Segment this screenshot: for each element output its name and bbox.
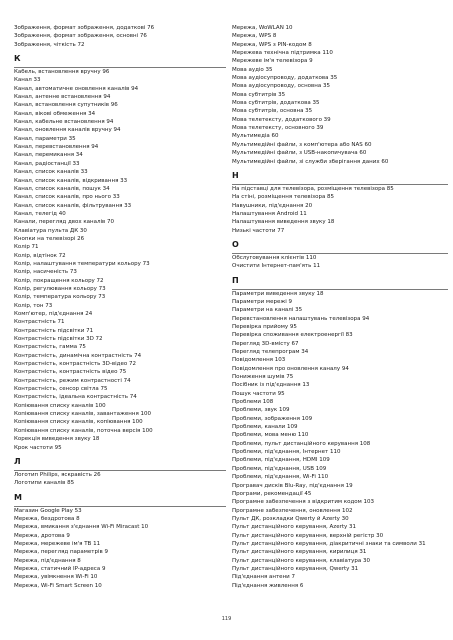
- index-entry: Перегляд 3D-вмісту 67: [232, 340, 299, 347]
- index-entry: Під'єднання живлення 6: [232, 582, 304, 589]
- index-entry: Програмне забезпечення, оновлення 102: [232, 507, 353, 514]
- index-entry: Копіювання списку каналів, копіювання 100: [14, 419, 143, 426]
- index-entry: Навушники, під'єднання 20: [232, 202, 313, 209]
- index-entry: Пошук частоти 95: [232, 390, 285, 397]
- index-entry: Контрастність, режим контрастності 74: [14, 377, 131, 384]
- index-entry: Програмне забезпечення з відкритим кодом 103: [232, 499, 375, 506]
- index-section-header: [14, 54, 226, 68]
- index-entry: Мова субтитрів, основна 35: [232, 108, 313, 115]
- index-section-header: [14, 493, 226, 507]
- index-entry: Мережа, мережеве ім'я ТВ 11: [14, 540, 101, 547]
- index-entry: Пульт дистанційного керування, верхній регістр 30: [232, 532, 384, 539]
- index-letter-heading: Л: [14, 456, 21, 466]
- index-entry: Мережа, Wi-Fi Smart Screen 10: [14, 582, 102, 589]
- index-entry: Колір, насиченість 73: [14, 269, 77, 276]
- index-entry: Перевстановлення налаштувань телевізора 94: [232, 315, 370, 322]
- index-entry: Проблеми, канали 109: [232, 424, 298, 431]
- index-entry: Комп'ютер, під'єднання 24: [14, 311, 93, 317]
- index-entry: Пульт ДК, розкладки Qwerty й Azerty 30: [232, 515, 349, 522]
- index-entry: Мережева технічна підтримка 110: [232, 50, 333, 57]
- index-entry: Програвач дисків Blu-Ray, під'єднання 19: [232, 482, 353, 489]
- index-entry: Мова аудіо 35: [232, 66, 273, 73]
- index-section-header: [14, 457, 226, 471]
- index-entry: Мова телетексту, основного 39: [232, 125, 324, 132]
- index-entry: Мережа, перегляд параметрів 9: [14, 549, 109, 556]
- index-entry: Контрастність, ідеальна контрастність 74: [14, 394, 137, 401]
- index-column-right: [232, 24, 448, 590]
- index-entry: Проблеми 108: [232, 399, 274, 406]
- index-entry: Магазин Google Play 53: [14, 507, 82, 514]
- index-entry: Мова аудіосупроводу, додаткова 35: [232, 75, 338, 82]
- index-entry: Контрастність, гамма 75: [14, 344, 86, 351]
- index-entry: Канал 33: [14, 77, 41, 84]
- index-entry: Копіювання списку каналів 100: [14, 402, 106, 409]
- index-entry: Мова субтитрів, додаткова 35: [232, 100, 320, 107]
- index-entry: На підставці для телевізора, розміщення телевізора 85: [232, 185, 394, 192]
- index-entry: Мережа, статичний IP-адреса 9: [14, 565, 106, 572]
- index-entry: Мультимедіа 60: [232, 133, 279, 140]
- index-entry: Канали, перегляд двох каналів 70: [14, 219, 115, 226]
- index-entry: Параметри на каналі 35: [232, 307, 303, 314]
- index-entry: Зображення, чіткість 72: [14, 41, 85, 48]
- index-entry: Канал, встановлення супутників 96: [14, 102, 118, 109]
- index-entry: Мережа, дротова 9: [14, 532, 70, 539]
- index-entry: Логотип Philips, яскравість 26: [14, 471, 101, 478]
- index-entry: Повідомлення 103: [232, 357, 286, 364]
- index-entry: Канал, радіостанції 33: [14, 160, 80, 167]
- index-letter-heading: К: [14, 54, 21, 64]
- index-entry: Обслуговування клієнтів 110: [232, 254, 317, 261]
- index-entry: Копіювання списку каналів, завантаження 100: [14, 411, 152, 418]
- index-entry: Контрастність підсвітки 3D 72: [14, 336, 103, 343]
- index-entry: Контрастність підсвітки 71: [14, 327, 94, 334]
- index-entry: Пульт дистанційного керування, кирилиця 31: [232, 549, 367, 556]
- index-entry: Канал, перевстановлення 94: [14, 144, 99, 151]
- index-entry: Колір 71: [14, 244, 39, 251]
- index-entry: Перевірка споживання електроенергії 83: [232, 332, 353, 339]
- index-entry: Колір, налаштування температури кольору 73: [14, 260, 150, 267]
- index-entry: Перегляд телепрограм 34: [232, 349, 309, 355]
- index-entry: Проблеми, під'єднання, Інтернет 110: [232, 449, 341, 456]
- index-entry: Корекція виведення звуку 18: [14, 436, 100, 443]
- index-entry: Проблеми, зображення 109: [232, 415, 313, 422]
- index-entry: Крок частоти 95: [14, 444, 62, 451]
- index-entry: Мультимедійні файли, з комп'ютера або NAS 60: [232, 141, 372, 148]
- index-entry: Мережа, під'єднання 8: [14, 557, 81, 564]
- index-entry: Параметри виведення звуку 18: [232, 290, 324, 297]
- index-entry: Налаштування виведення звуку 18: [232, 219, 335, 226]
- index-entry: Колір, температура кольору 73: [14, 294, 106, 301]
- index-entry: Канал, список каналів, пошук 34: [14, 185, 110, 192]
- index-entry: Колір, тон 73: [14, 302, 53, 309]
- index-entry: Мережа, вмикання з'єднання Wi-Fi Miracast 10: [14, 524, 149, 531]
- index-section-header: [232, 240, 448, 254]
- index-entry: Низькі частоти 77: [232, 227, 285, 234]
- index-entry: Проблеми, мова меню 110: [232, 432, 309, 439]
- index-letter-heading: О: [232, 239, 239, 249]
- index-entry: Канал, кабельне встановлення 94: [14, 119, 114, 126]
- index-entry: Мережа, увімкнення Wi-Fi 10: [14, 574, 98, 581]
- index-column-left: [14, 24, 226, 590]
- index-entry: Пониження шумів 75: [232, 374, 294, 381]
- index-entry: Канал, список каналів, фільтрування 33: [14, 202, 132, 209]
- index-entry: Мова субтитрів 35: [232, 91, 286, 98]
- index-entry: Канал, список каналів 33: [14, 169, 88, 176]
- index-entry: Канал, параметри 35: [14, 135, 76, 142]
- index-entry: Пульт дистанційного керування, Qwerty 31: [232, 565, 359, 572]
- index-entry: Проблеми, пульт дистанційного керування 108: [232, 440, 371, 447]
- index-entry: На стіні, розміщення телевізора 85: [232, 194, 335, 201]
- index-entry: Канал, список каналів, відкривання 33: [14, 177, 128, 184]
- index-entry: Параметри мережі 9: [232, 298, 293, 305]
- index-entry: Налаштування Android 11: [232, 210, 307, 217]
- index-entry: Канал, оновлення каналів вручну 94: [14, 127, 121, 134]
- index-entry: Колір, відтінок 72: [14, 252, 66, 259]
- index-entry: Кнопки на телевізорі 26: [14, 235, 85, 242]
- index-entry: Пульт дистанційного керування, клавіатура 30: [232, 557, 370, 564]
- index-entry: Колір, регулювання кольору 73: [14, 285, 106, 292]
- index-entry: Мережа, WPS 8: [232, 33, 277, 40]
- index-entry: Мультимедійні файли, зі служби зберігання даних 60: [232, 158, 389, 165]
- index-entry: Контрастність, сенсор світла 75: [14, 386, 108, 393]
- index-entry: Пульт дистанційного керування, діакритичні знаки та символи 31: [232, 540, 426, 547]
- index-section-header: [232, 171, 448, 185]
- index-section-header: [232, 276, 448, 290]
- index-entry: Проблеми, під'єднання, HDMI 109: [232, 457, 330, 464]
- index-entry: Контрастність, динамічна контрастність 74: [14, 352, 142, 359]
- index-entry: Проблеми, під'єднання, Wi-Fi 110: [232, 474, 329, 481]
- index-letter-heading: П: [232, 275, 239, 285]
- index-entry: Мережа, WPS з PIN-кодом 8: [232, 41, 312, 48]
- index-entry: Контрастність, контрастність відео 75: [14, 369, 127, 376]
- index-entry: Зображення, формат зображення, додаткові 76: [14, 25, 155, 31]
- index-entry: Контрастність 71: [14, 319, 65, 326]
- index-entry: Повідомлення про оновлення каналу 94: [232, 365, 349, 372]
- index-entry: Канал, антенне встановлення 94: [14, 94, 111, 101]
- index-entry: Канал, телегід 40: [14, 210, 66, 217]
- index-entry: Зображення, формат зображення, основні 76: [14, 33, 147, 40]
- index-entry: Програми, рекомендації 45: [232, 490, 312, 497]
- index-entry: Очистити Інтернет-пам'ять 11: [232, 263, 321, 270]
- index-entry: Мова телетексту, додаткового 39: [232, 116, 331, 123]
- index-entry: Мережа, WoWLAN 10: [232, 25, 293, 31]
- index-entry: Пульт дистанційного керування, Azerty 31: [232, 524, 356, 531]
- index-entry: Мережеве ім'я телевізора 9: [232, 58, 313, 65]
- index-entry: Під'єднання антени 7: [232, 574, 295, 581]
- index-entry: Мультимедійні файли, з USB-накопичувача 60: [232, 150, 367, 157]
- index-entry: Кабель, встановлення вручну 96: [14, 69, 110, 76]
- index-entry: Проблеми, під'єднання, USB 109: [232, 465, 327, 472]
- index-entry: Перевірка прийому 95: [232, 323, 297, 330]
- index-entry: Клавіатура пульта ДК 30: [14, 227, 87, 234]
- index-entry: Копіювання списку каналів, поточна версія 100: [14, 427, 153, 434]
- index-entry: Канал, вікові обмеження 34: [14, 110, 96, 117]
- index-entry: Канал, перемикання 34: [14, 152, 83, 159]
- index-entry: Мережа, бездротова 8: [14, 515, 80, 522]
- index-entry: Посібник із під'єднання 13: [232, 382, 310, 389]
- index-entry: Мова аудіосупроводу, основна 35: [232, 83, 330, 90]
- index-letter-heading: Н: [232, 170, 239, 180]
- index-entry: Колір, покращення кольору 72: [14, 277, 104, 284]
- page-number: 119: [221, 616, 232, 622]
- index-letter-heading: М: [14, 492, 22, 502]
- index-entry: Логотипи каналів 85: [14, 480, 75, 487]
- index-entry: Канал, автоматичне оновлення каналів 94: [14, 85, 139, 92]
- index-entry: Канал, список каналів, про нього 33: [14, 194, 120, 201]
- index-entry: Проблеми, звук 109: [232, 407, 290, 414]
- index-entry: Контрастність, контрастність 3D-відео 72: [14, 361, 136, 368]
